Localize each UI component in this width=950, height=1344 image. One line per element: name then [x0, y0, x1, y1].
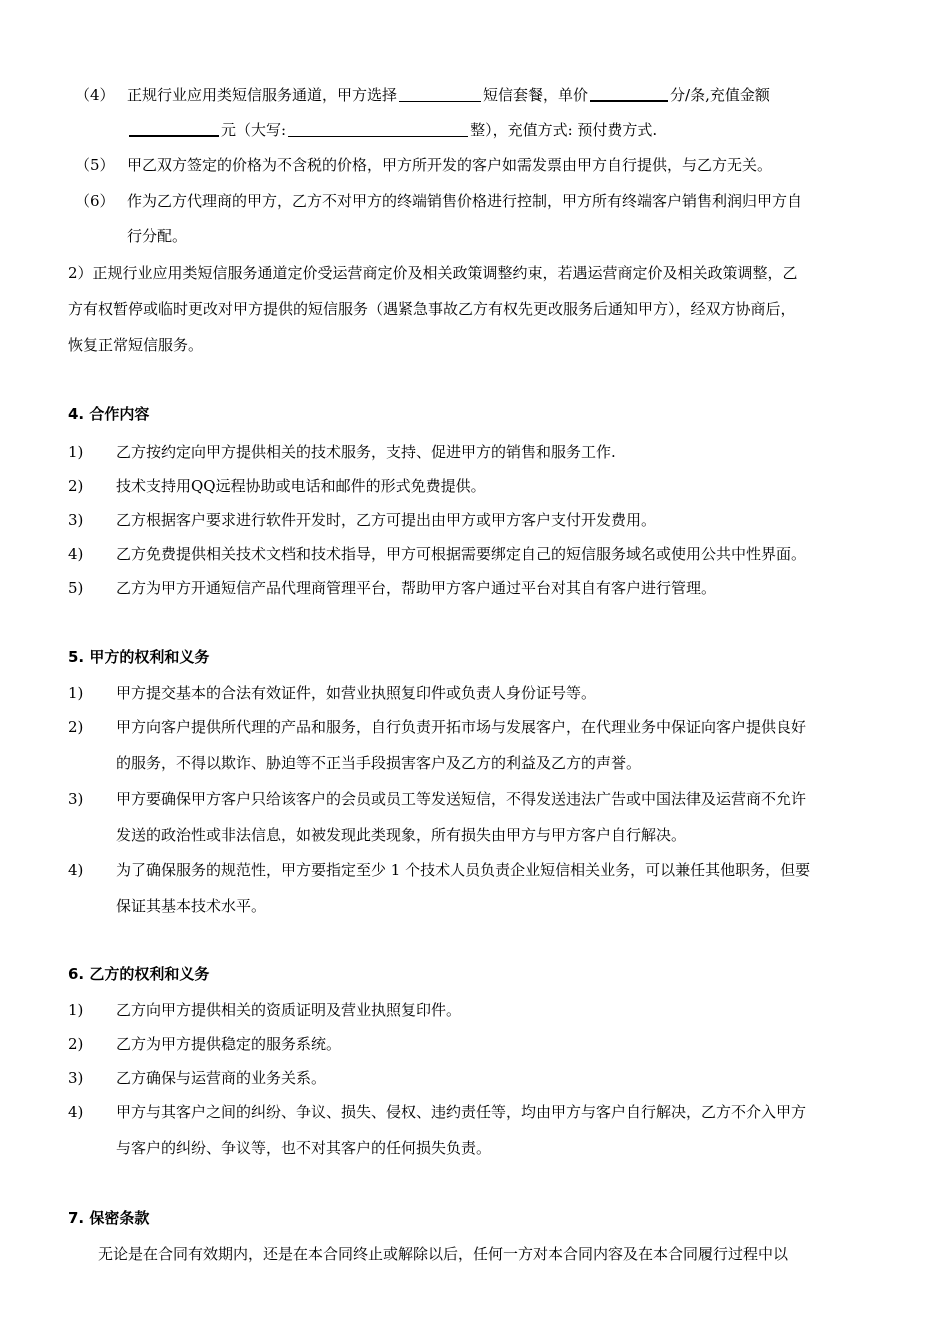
- item-number: 3): [68, 790, 84, 808]
- clause-text: 作为乙方代理商的甲方，乙方不对甲方的终端销售价格进行控制，甲方所有终端客户销售利润归甲方自: [127, 192, 803, 210]
- item-text: 甲方要确保甲方客户只给该客户的会员或员工等发送短信，不得发送违法广告或中国法律及运营商不允许: [116, 790, 807, 808]
- item-text: 乙方免费提供相关技术文档和技术指导，甲方可根据需要绑定自己的短信服务域名或使用公共中性界面。: [116, 545, 807, 563]
- item-number: 1): [68, 1001, 84, 1019]
- section-5-heading: 5. 甲方的权利和义务: [68, 648, 210, 666]
- list-item: [68, 510, 656, 530]
- list-item-continuation: 的服务，不得以欺诈、胁迫等不正当手段损害客户及乙方的利益及乙方的声誉。: [116, 754, 642, 772]
- clause-text: 整），充值方式: 预付费方式.: [470, 121, 658, 139]
- recharge-amount-blank: [129, 121, 219, 137]
- clause-3-4-line1: [75, 85, 770, 105]
- item-text: 甲方提交基本的合法有效证件，如营业执照复印件或负责人身份证号等。: [116, 684, 597, 702]
- clause-text: 短信套餐，单价: [483, 86, 589, 104]
- clause-number: （4）: [75, 86, 115, 104]
- item-text: 乙方确保与运营商的业务关系。: [116, 1069, 327, 1087]
- clause-number: （5）: [75, 156, 115, 174]
- clause-text: 分/条,充值金额: [670, 86, 770, 104]
- package-blank: [399, 87, 481, 102]
- item-number: 4): [68, 545, 84, 563]
- section-7-heading: 7. 保密条款: [68, 1209, 150, 1227]
- item-number: 3): [68, 1069, 84, 1087]
- clause-text: 甲乙双方签定的价格为不含税的价格，甲方所开发的客户如需发票由甲方自行提供，与乙方无关。: [127, 156, 773, 174]
- item-text: 乙方根据客户要求进行软件开发时，乙方可提出由甲方或甲方客户支付开发费用。: [116, 511, 657, 529]
- paragraph-2-line1: 2）正规行业应用类短信服务通道定价受运营商定价及相关政策调整约束，若遇运营商定价及相关政策调整，乙: [68, 264, 798, 282]
- clause-text: 元（大写:: [221, 121, 287, 139]
- confidentiality-paragraph-line1: 无论是在合同有效期内，还是在本合同终止或解除以后，任何一方对本合同内容及在本合同履行过程中以: [98, 1245, 789, 1263]
- item-number: 5): [68, 579, 84, 597]
- section-6-heading: 6. 乙方的权利和义务: [68, 965, 210, 983]
- item-number: 2): [68, 477, 84, 495]
- list-item: [68, 1068, 326, 1088]
- list-item: [68, 683, 596, 703]
- item-text: 甲方与其客户之间的纠纷、争议、损失、侵权、违约责任等，均由甲方与客户自行解决，乙方不介入甲方: [116, 1103, 807, 1121]
- paragraph-2-line3: 恢复正常短信服务。: [68, 336, 204, 354]
- item-number: 4): [68, 861, 84, 879]
- item-number: 2): [68, 1035, 84, 1053]
- unit-price-blank: [590, 86, 668, 102]
- item-text: 为了确保服务的规范性，甲方要指定至少 1 个技术人员负责企业短信相关业务，可以兼任其他职务，但要: [116, 861, 811, 879]
- item-number: 2): [68, 718, 84, 736]
- list-item: [68, 476, 486, 496]
- clause-text: 正规行业应用类短信服务通道，甲方选择: [127, 86, 398, 104]
- item-text: 乙方向甲方提供相关的资质证明及营业执照复印件。: [116, 1001, 462, 1019]
- section-4-heading: 4. 合作内容: [68, 405, 150, 423]
- item-text: 技术支持用QQ远程协助或电话和邮件的形式免费提供。: [116, 477, 486, 495]
- list-item: [68, 1034, 341, 1054]
- list-item-continuation: 发送的政治性或非法信息，如被发现此类现象，所有损失由甲方与甲方客户自行解决。: [116, 826, 687, 844]
- clause-3-4-line2: [127, 120, 657, 140]
- item-text: 乙方为甲方开通短信产品代理商管理平台，帮助甲方客户通过平台对其自有客户进行管理。: [116, 579, 717, 597]
- list-item: [68, 544, 806, 564]
- paragraph-2-line2: 方有权暂停或临时更改对甲方提供的短信服务（遇紧急事故乙方有权先更改服务后通知甲方），经双方协商后，: [68, 300, 796, 318]
- list-item-continuation: 与客户的纠纷、争议等，也不对其客户的任何损失负责。: [116, 1139, 492, 1157]
- list-item: [68, 1102, 806, 1122]
- item-text: 乙方为甲方提供稳定的服务系统。: [116, 1035, 342, 1053]
- clause-3-6-line2: 行分配。: [127, 227, 188, 245]
- amount-in-words-blank: [288, 122, 468, 137]
- list-item: [68, 717, 806, 737]
- list-item-continuation: 保证其基本技术水平。: [116, 897, 267, 915]
- item-number: 1): [68, 684, 84, 702]
- item-text: 甲方向客户提供所代理的产品和服务，自行负责开拓市场与发展客户，在代理业务中保证向客户提供良好: [116, 718, 807, 736]
- clause-number: （6）: [75, 192, 115, 210]
- item-text: 乙方按约定向甲方提供相关的技术服务，支持、促进甲方的销售和服务工作.: [116, 443, 616, 461]
- list-item: [68, 1000, 461, 1020]
- list-item: [68, 789, 806, 809]
- clause-3-6-line1: [75, 191, 802, 211]
- list-item: [68, 578, 716, 598]
- clause-3-5: [75, 155, 772, 175]
- list-item: [68, 442, 616, 462]
- list-item: [68, 860, 810, 880]
- item-number: 3): [68, 511, 84, 529]
- item-number: 1): [68, 443, 84, 461]
- item-number: 4): [68, 1103, 84, 1121]
